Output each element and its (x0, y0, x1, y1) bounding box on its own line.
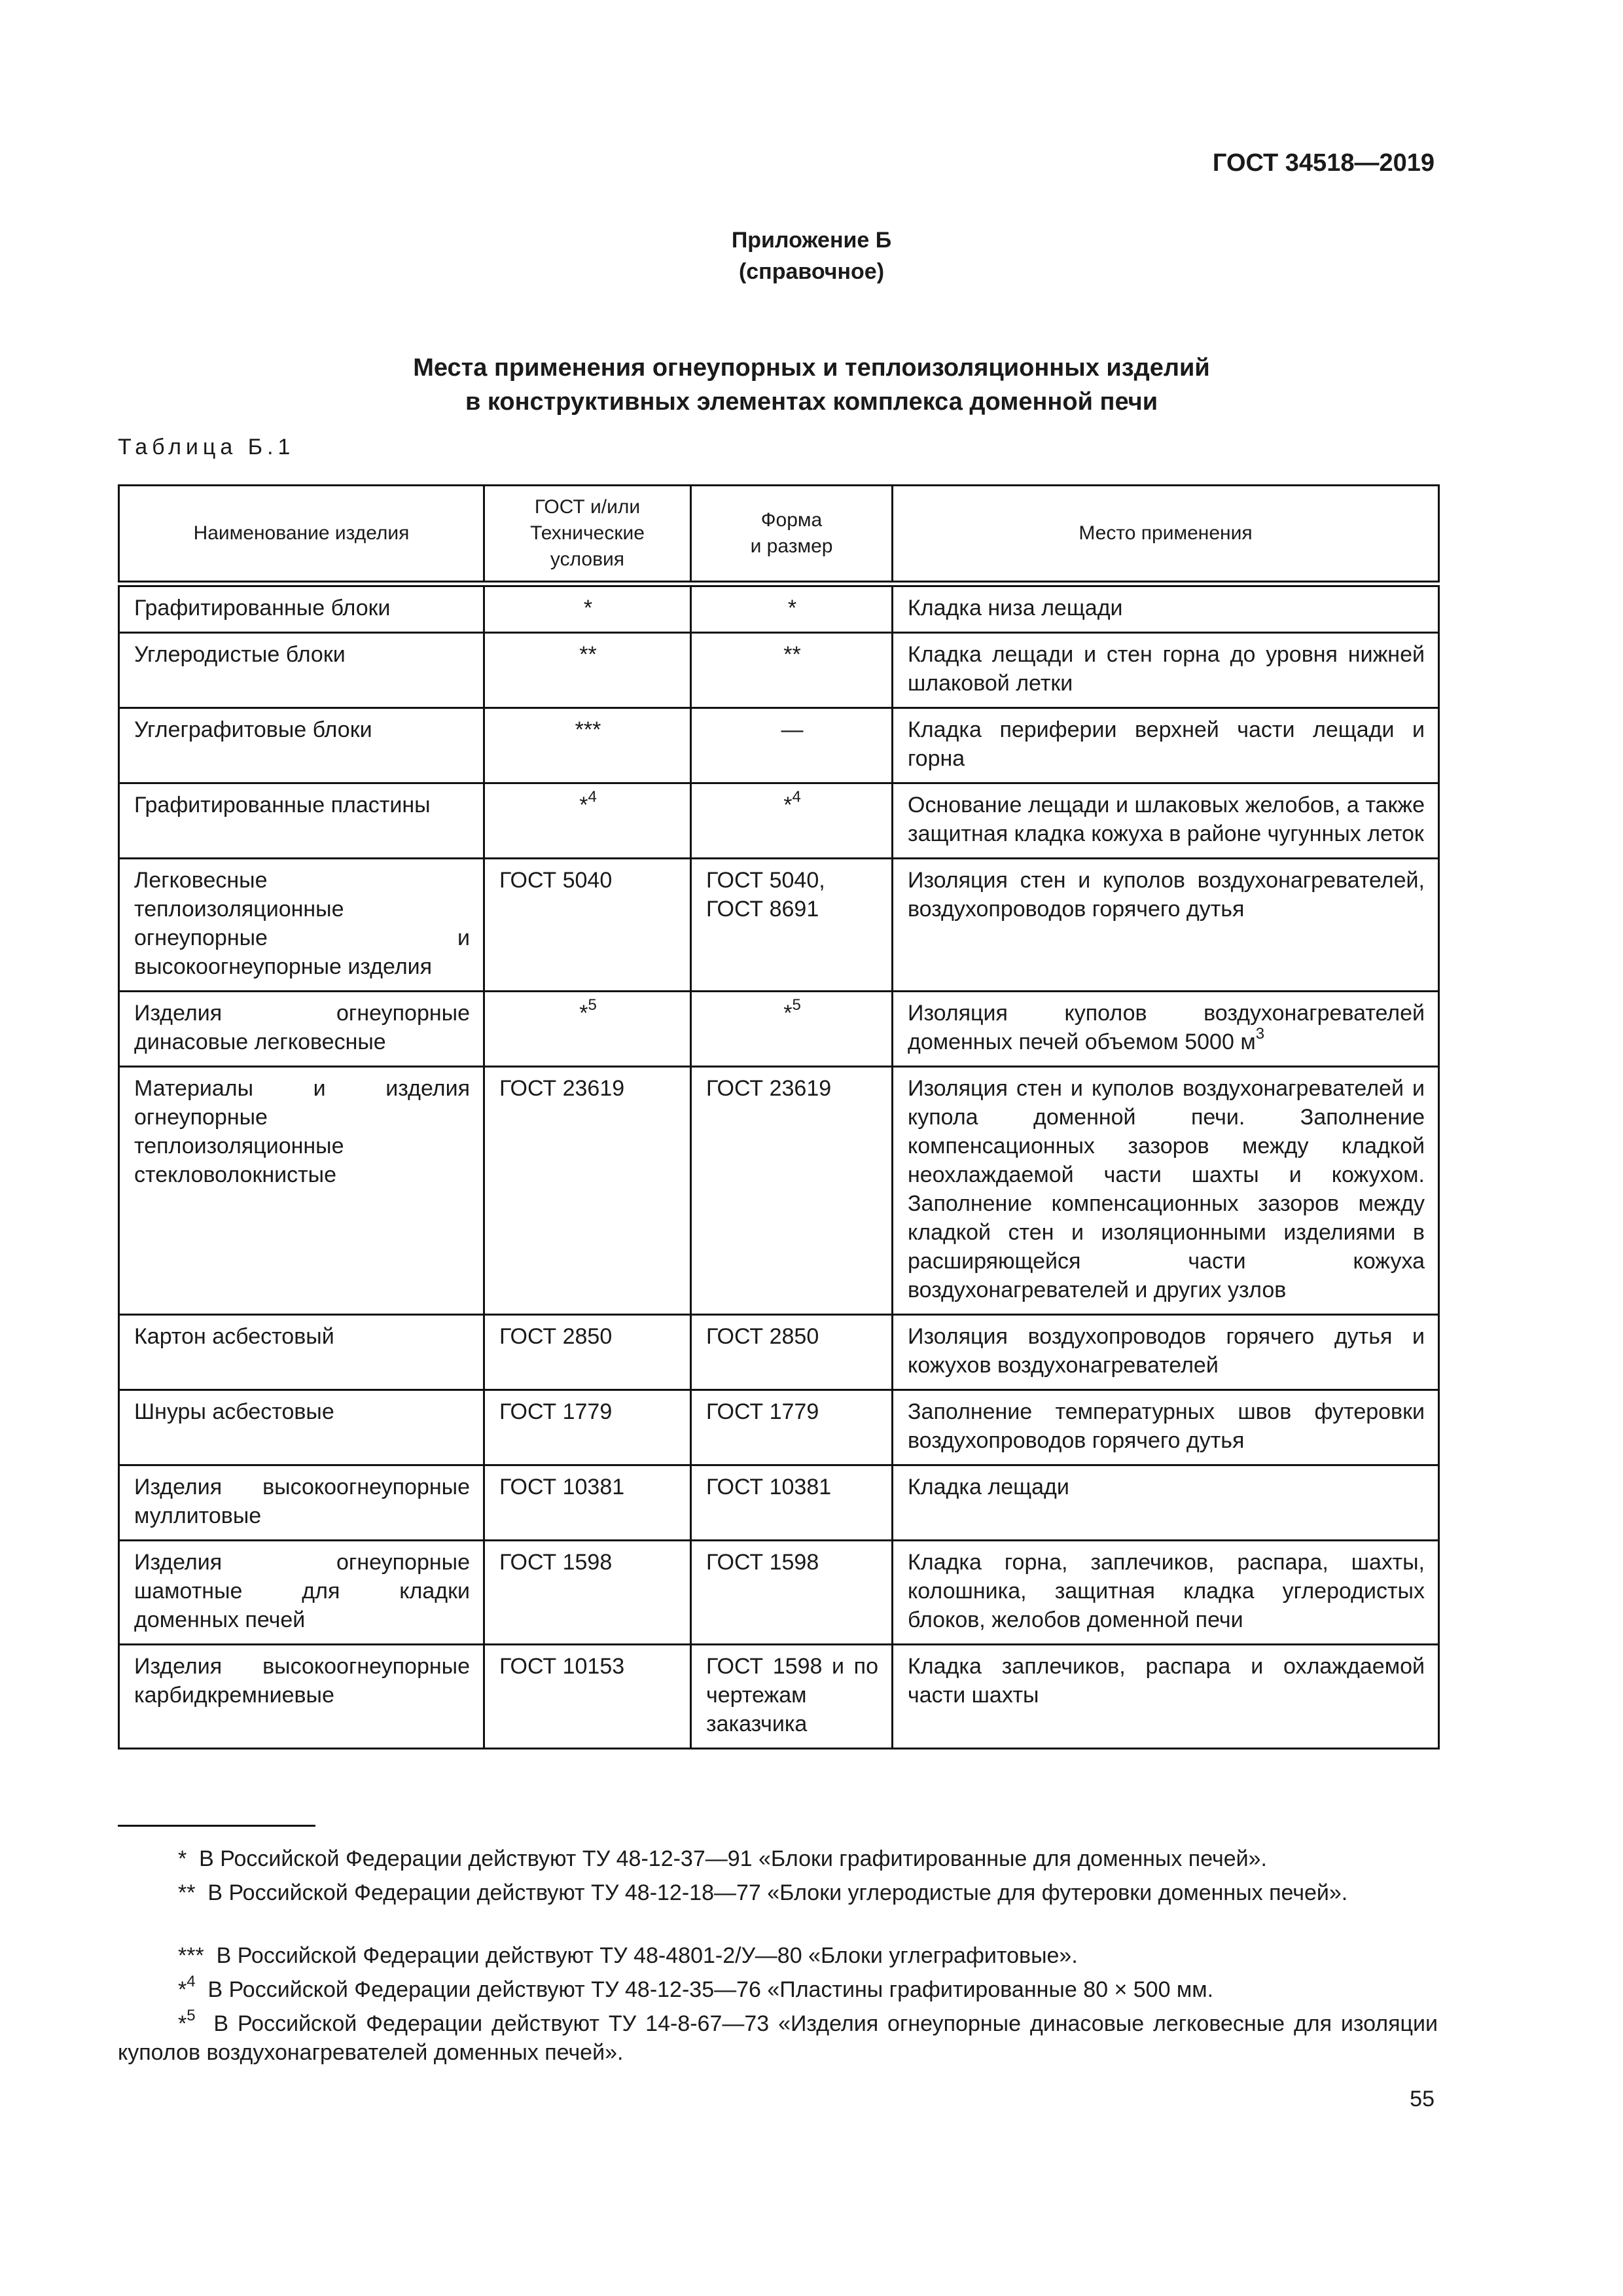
footnote-mark: ** (178, 1880, 196, 1905)
section-title-line2: в конструктивных элементах комплекса доменной печи (465, 388, 1158, 416)
footnote-text: В Российской Федерации действуют ТУ 48-12-37—91 «Блоки графитированные для доменных печей». (199, 1846, 1267, 1871)
cell-form (691, 992, 893, 1067)
cell-gost: ГОСТ 1598 (484, 1541, 691, 1645)
header-place: Место применения (893, 486, 1439, 584)
table-row (119, 783, 1439, 859)
cell-form: ГОСТ 2850 (691, 1315, 893, 1390)
cell-gost: ГОСТ 5040 (484, 859, 691, 992)
footnote-text: В Российской Федерации действуют ТУ 14-8-67—73 «Изделия огнеупорные динасовые легковесные для изоляции куполов воздухонагревателей доменных печей». (118, 2011, 1438, 2065)
header-gost-line3: условия (550, 548, 625, 570)
header-name: Наименование изделия (119, 486, 484, 584)
cell-name: Углеграфитовые блоки (119, 708, 484, 783)
footnote-text: В Российской Федерации действуют ТУ 48-4801-2/У—80 «Блоки углеграфитовые». (216, 1943, 1078, 1968)
cell-place: Изоляция стен и куполов воздухонагревателей, воздухопроводов горячего дутья (893, 859, 1439, 992)
footnote-mark: * (178, 1977, 187, 2002)
cell-name: Графитированные пластины (119, 783, 484, 859)
cell-form: ГОСТ 23619 (691, 1067, 893, 1315)
cell-form: — (691, 708, 893, 783)
annex-kind: (справочное) (738, 259, 885, 284)
footnote (118, 1941, 1438, 1970)
footnote (118, 2006, 1438, 2067)
cell-place: Кладка горна, заплечиков, распара, шахты, колошника, защитная кладка углеродистых блоков, желобов доменной печи (893, 1541, 1439, 1645)
annex-title: Приложение Б (731, 228, 892, 253)
header-gost-line1: ГОСТ и/или (534, 496, 641, 518)
header-gost-line2: Технические (530, 522, 645, 544)
cell-place: Кладка лещади и стен горна до уровня нижней шлаковой летки (893, 633, 1439, 708)
table-row (119, 1067, 1439, 1315)
page-number: 55 (1410, 2087, 1435, 2111)
footnote (118, 1878, 1438, 1907)
cell-place: Заполнение температурных швов футеровки воздухопроводов горячего дутья (893, 1390, 1439, 1465)
cell-gost: *** (484, 708, 691, 783)
cell-name: Изделия высокоогнеупорные карбидкремниевые (119, 1645, 484, 1749)
footnote-ref-number: 4 (792, 787, 801, 806)
cell-name: Изделия высокоогнеупорные муллитовые (119, 1465, 484, 1541)
cell-gost: * (484, 584, 691, 633)
header-form-line1: Форма (760, 509, 823, 531)
cell-place: Кладка низа лещади (893, 584, 1439, 633)
cell-name: Углеродистые блоки (119, 633, 484, 708)
cell-form: ГОСТ 1779 (691, 1390, 893, 1465)
footnote-ref-number: 4 (588, 787, 597, 806)
cell-form: ГОСТ 5040, ГОСТ 8691 (691, 859, 893, 992)
footnote-ref: * (579, 1001, 588, 1026)
cell-gost: ** (484, 633, 691, 708)
cell-place: Кладка заплечиков, распара и охлаждаемой части шахты (893, 1645, 1439, 1749)
footnote-ref-number: 5 (588, 996, 597, 1014)
cell-gost: ГОСТ 1779 (484, 1390, 691, 1465)
footnote-mark: *** (178, 1943, 204, 1968)
cell-place (893, 992, 1439, 1067)
footnote-mark-number: 5 (187, 2006, 196, 2024)
table-row (119, 1645, 1439, 1749)
cell-form: * (691, 584, 893, 633)
unit-superscript: 3 (1255, 1024, 1265, 1043)
cell-place: Кладка периферии верхней части лещади и горна (893, 708, 1439, 783)
cell-form (691, 783, 893, 859)
table-row (119, 633, 1439, 708)
footnote-mark-number: 4 (187, 1972, 196, 1990)
table-row (119, 992, 1439, 1067)
cell-name: Материалы и изделия огнеупорные теплоизоляционные стекловолокнистые (119, 1067, 484, 1315)
cell-gost: ГОСТ 2850 (484, 1315, 691, 1390)
section-title-line1: Места применения огнеупорных и теплоизоляционных изделий (413, 354, 1210, 382)
cell-place: Изоляция воздухопроводов горячего дутья и кожухов воздухонагревателей (893, 1315, 1439, 1390)
cell-name: Легковесные теплоизоляционные огнеупорные и высокоогнеупорные изделия (119, 859, 484, 992)
table-row (119, 1541, 1439, 1645)
table-row (119, 1315, 1439, 1390)
cell-form: ГОСТ 10381 (691, 1465, 893, 1541)
table-row (119, 859, 1439, 992)
footnote (118, 1844, 1438, 1873)
footnote-mark: * (178, 1846, 187, 1871)
footnote-ref-number: 5 (792, 996, 801, 1014)
cell-name: Картон асбестовый (119, 1315, 484, 1390)
refractory-table (118, 484, 1440, 1749)
cell-name: Изделия огнеупорные динасовые легковесные (119, 992, 484, 1067)
cell-gost: ГОСТ 23619 (484, 1067, 691, 1315)
cell-gost: ГОСТ 10153 (484, 1645, 691, 1749)
header-form (691, 486, 893, 584)
footnote (118, 1972, 1438, 2004)
cell-place-text: Изоляция куполов воздухонагревателей доменных печей объемом 5000 м (908, 1001, 1425, 1054)
cell-name: Шнуры асбестовые (119, 1390, 484, 1465)
table-label: Таблица Б.1 (118, 435, 295, 459)
table-header-row (119, 486, 1439, 584)
cell-gost (484, 992, 691, 1067)
cell-place: Кладка лещади (893, 1465, 1439, 1541)
cell-place: Изоляция стен и куполов воздухонагревателей и купола доменной печи. Заполнение компенсационных зазоров между кладкой неохлаждаемой части шахты и кожухом. Заполнение компенсационных зазоров между кладкой стен и изоляционными изделиями в расширяющейся части кожуха воздухонагревателей и других узлов (893, 1067, 1439, 1315)
cell-gost: ГОСТ 10381 (484, 1465, 691, 1541)
cell-name: Графитированные блоки (119, 584, 484, 633)
footnote-text: В Российской Федерации действуют ТУ 48-12-18—77 «Блоки углеродистые для футеровки доменных печей». (207, 1880, 1348, 1905)
cell-gost (484, 783, 691, 859)
cell-place: Основание лещади и шлаковых желобов, а также защитная кладка кожуха в районе чугунных леток (893, 783, 1439, 859)
footnote-ref: * (783, 793, 793, 817)
footnote-mark: * (178, 2011, 187, 2036)
footnote-ref: * (579, 793, 588, 817)
table-row (119, 1465, 1439, 1541)
table-row (119, 1390, 1439, 1465)
footnote-ref: * (783, 1001, 793, 1026)
header-form-line2: и размер (750, 535, 833, 557)
cell-form: ** (691, 633, 893, 708)
footnote-divider (118, 1825, 315, 1827)
cell-form: ГОСТ 1598 и по чертежам заказчика (691, 1645, 893, 1749)
cell-form: ГОСТ 1598 (691, 1541, 893, 1645)
header-gost (484, 486, 691, 584)
footnote-text: В Российской Федерации действуют ТУ 48-12-35—76 «Пластины графитированные 80 × 500 мм. (207, 1977, 1214, 2002)
cell-name: Изделия огнеупорные шамотные для кладки доменных печей (119, 1541, 484, 1645)
table-row (119, 708, 1439, 783)
table-row (119, 584, 1439, 633)
document-id: ГОСТ 34518—2019 (1212, 149, 1435, 177)
